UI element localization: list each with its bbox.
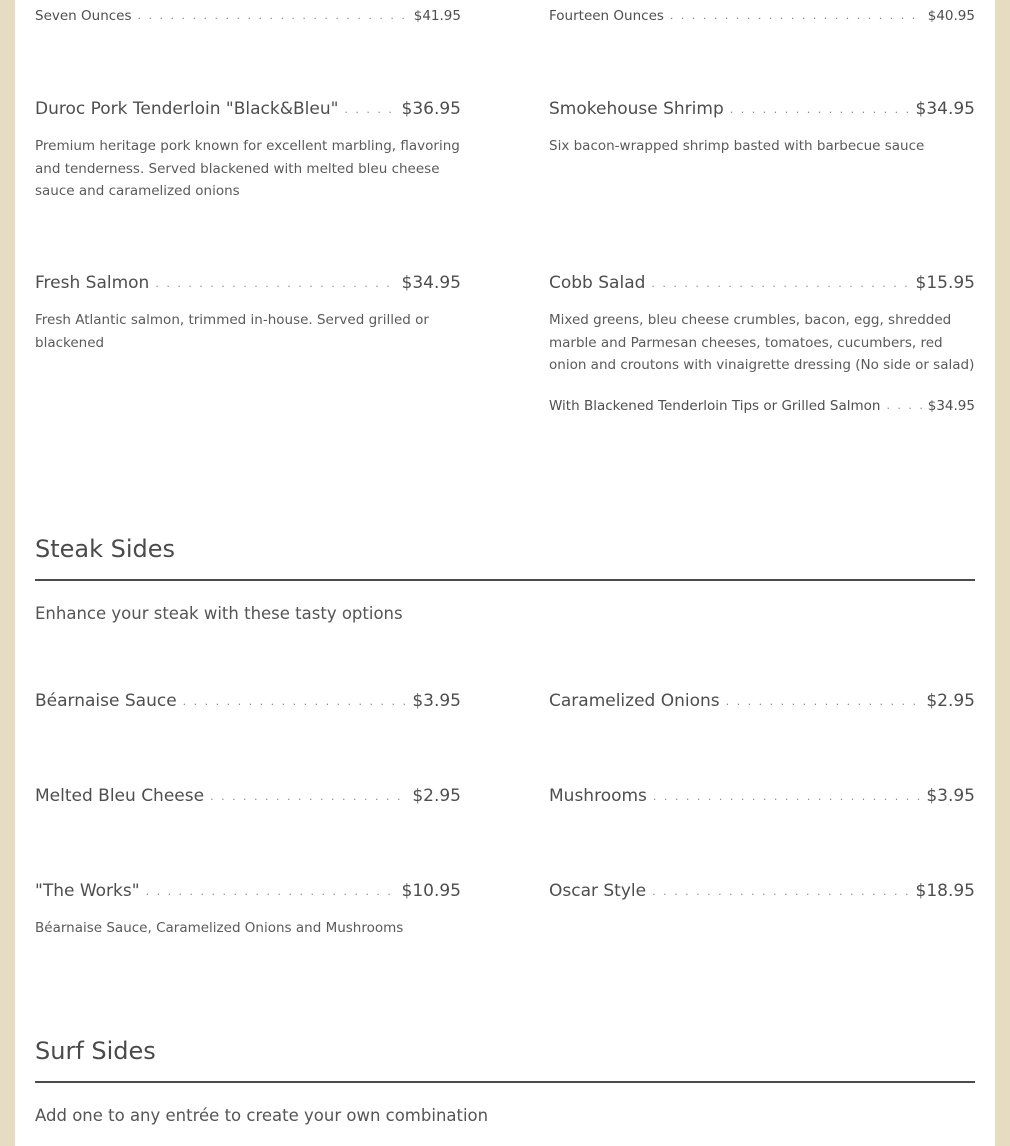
menu-item-duroc-pork	[35, 99, 461, 119]
section-divider	[35, 1081, 975, 1083]
item-name: With Blackened Tenderloin Tips or Grilled Salmon	[549, 398, 881, 414]
menu-item-seven-ounces	[35, 8, 461, 24]
leader-dots	[886, 400, 921, 411]
leader-dots	[653, 791, 920, 802]
menu-item-fourteen-ounces	[549, 8, 975, 24]
item-price: $3.95	[412, 691, 461, 711]
item-name: Béarnaise Sauce	[35, 691, 177, 711]
menu-item-caramelized-onions	[549, 691, 975, 711]
item-name: Fresh Salmon	[35, 273, 150, 293]
item-price: $34.95	[915, 99, 975, 119]
leader-dots	[146, 886, 396, 897]
menu-item-mushrooms	[549, 786, 975, 806]
menu-item-oscar-style	[549, 881, 975, 901]
item-price: $40.95	[927, 8, 975, 24]
item-price: $15.95	[915, 273, 975, 293]
item-description: Six bacon-wrapped shrimp basted with barbecue sauce	[549, 138, 925, 154]
item-name: Seven Ounces	[35, 8, 132, 24]
item-name: Caramelized Onions	[549, 691, 720, 711]
section-subtitle: Add one to any entrée to create your own combination	[35, 1106, 489, 1125]
item-price: $34.95	[927, 398, 975, 414]
item-price: $18.95	[915, 881, 975, 901]
menu-page	[15, 0, 995, 1146]
menu-item-melted-bleu-cheese	[35, 786, 461, 806]
section-divider	[35, 579, 975, 581]
leader-dots	[726, 696, 921, 707]
item-description: Mixed greens, bleu cheese crumbles, bacon, egg, shredded marble and Parmesan cheeses, tomatoes, cucumbers, red onion and croutons with vinaigrette dressing (No side or salad)	[549, 312, 975, 373]
item-name: Oscar Style	[549, 881, 647, 901]
item-description: Fresh Atlantic salmon, trimmed in-house. Served grilled or blackened	[35, 312, 429, 351]
leader-dots	[670, 10, 922, 21]
item-price: $36.95	[401, 99, 461, 119]
leader-dots	[155, 278, 395, 289]
item-name: Duroc Pork Tenderloin "Black&Bleu"	[35, 99, 339, 119]
leader-dots	[730, 104, 910, 115]
item-description: Béarnaise Sauce, Caramelized Onions and Mushrooms	[35, 920, 404, 936]
leader-dots	[183, 696, 407, 707]
leader-dots	[652, 886, 909, 897]
item-price: $34.95	[401, 273, 461, 293]
section-title-steak-sides: Steak Sides	[35, 535, 176, 563]
item-price: $3.95	[926, 786, 975, 806]
menu-item-cobb-option	[549, 398, 975, 414]
menu-item-smokehouse-shrimp	[549, 99, 975, 119]
leader-dots	[344, 104, 395, 115]
section-subtitle: Enhance your steak with these tasty options	[35, 604, 403, 623]
menu-item-the-works	[35, 881, 461, 901]
menu-item-fresh-salmon	[35, 273, 461, 293]
leader-dots	[210, 791, 406, 802]
item-price: $2.95	[926, 691, 975, 711]
section-title-surf-sides: Surf Sides	[35, 1037, 156, 1065]
item-price: $2.95	[412, 786, 461, 806]
menu-item-bearnaise-sauce	[35, 691, 461, 711]
menu-item-cobb-salad	[549, 273, 975, 293]
item-name: Fourteen Ounces	[549, 8, 664, 24]
item-name: Smokehouse Shrimp	[549, 99, 724, 119]
item-price: $41.95	[413, 8, 461, 24]
leader-dots	[138, 10, 408, 21]
item-name: Mushrooms	[549, 786, 647, 806]
item-name: Cobb Salad	[549, 273, 646, 293]
item-name: "The Works"	[35, 881, 140, 901]
leader-dots	[651, 278, 909, 289]
item-description: Premium heritage pork known for excellent marbling, flavoring and tenderness. Served blackened with melted bleu cheese sauce and caramelized onions	[35, 138, 460, 199]
item-price: $10.95	[401, 881, 461, 901]
item-name: Melted Bleu Cheese	[35, 786, 205, 806]
